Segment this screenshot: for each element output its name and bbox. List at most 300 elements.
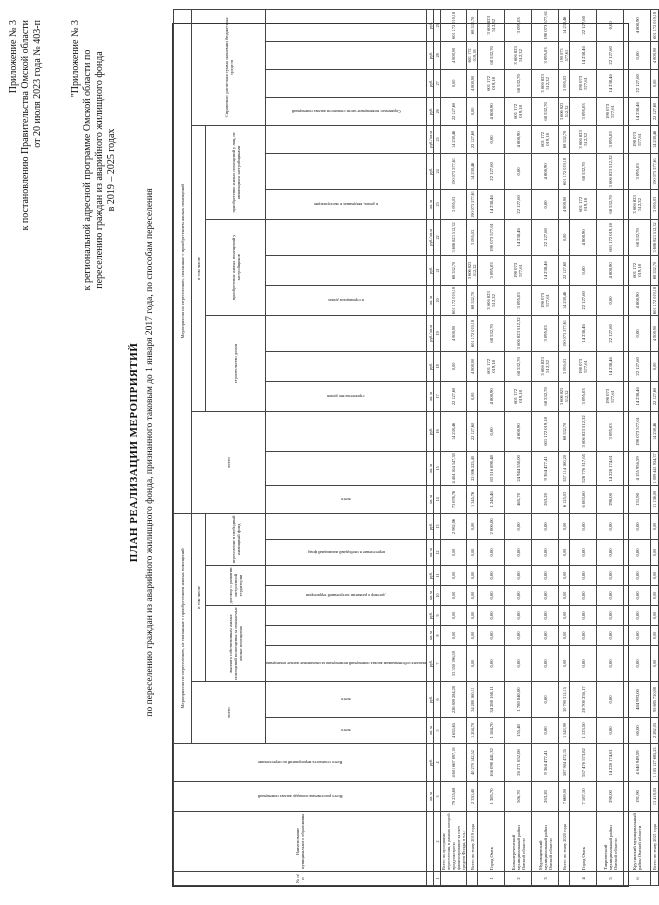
table-cell: 190 073 577,61 (651, 153, 659, 189)
table-total-row (467, 9, 478, 885)
purchase-secondary-header: приобретение жилых помещений у лиц, не являющихся застройщиками (206, 125, 266, 219)
table-cell: 190 073 577,61 (597, 97, 624, 125)
construction-header: строительство домов (206, 315, 266, 411)
table-cell: 4 655,65 (441, 718, 467, 744)
table-cell: 4 808,90 (651, 315, 659, 351)
table-cell: 131,90 (624, 485, 651, 513)
table-cell: 68 532,70 (532, 97, 559, 125)
header-row-4: всего всего выплата собственникам жилых помещений возмещения за изымаемые жилые помещения договор о развитии застроенной территории переселение в свободный жилищный фонд всего строительство домов в строящихся домах в домах, введенных в эксплуатацию Справочно: возмещение части стоимости жилых помещений (266, 9, 427, 885)
table-cell: 0,00 (532, 718, 559, 744)
table-cell: 22 127,60 (597, 315, 624, 351)
appendix-line: Приложение № 3 (8, 20, 19, 94)
table-cell: 53 350 196,59 (441, 646, 467, 682)
table-cell: 0,00 (532, 606, 559, 626)
table-cell: 0,00 (478, 606, 505, 626)
column-number: 16 (434, 411, 441, 451)
g2-total-header: всего (192, 411, 266, 513)
table-cell: 0,00 (624, 626, 651, 646)
table-cell: 3 606 823 512,32 (478, 285, 505, 315)
table-cell: 0,00 (467, 586, 478, 606)
appendix-header (8, 20, 44, 280)
table-cell: 557 476 573,82 (570, 744, 597, 782)
table-cell: 3 095,03 (570, 97, 597, 125)
table-cell: 3 095,03 (441, 189, 467, 219)
table-cell: 3 606 823 512,32 (467, 255, 478, 285)
table-cell: 0,00 (570, 540, 597, 566)
table-cell: 68 532,70 (559, 411, 570, 451)
table-cell: 40 270 142,52 (467, 744, 478, 782)
program-line-1: к региональной адресной программе Омской области по (82, 49, 93, 291)
table-cell: 95 685 730,88 (651, 682, 659, 718)
table-cell: 263,20 (532, 485, 559, 513)
table-cell: 3 606 823 512,32 (597, 153, 624, 189)
column-number: 17 (434, 381, 441, 411)
g1-incl-header: в том числе (192, 513, 206, 681)
table-cell: 7 187,10 (570, 782, 597, 812)
table-cell: 0,00 (505, 586, 532, 606)
table-cell (651, 872, 659, 886)
table-cell: 0,00 (478, 125, 505, 153)
table-cell: 22 127,60 (441, 97, 467, 125)
table-cell: 0,00 (441, 566, 467, 586)
table-cell: 601 172 019,18 (559, 153, 570, 189)
table-cell: 0,00 (505, 153, 532, 189)
table-cell: 0,00 (651, 351, 659, 381)
column-number: 19 (434, 315, 441, 351)
program-header (70, 20, 118, 320)
table-cell: 4 808,90 (651, 41, 659, 69)
table-cell: 2 282,05 (651, 718, 659, 744)
table-cell: 0,00 (597, 626, 624, 646)
table-cell: 68 532,70 (624, 219, 651, 255)
table-cell: 0,00 (651, 606, 659, 626)
table-cell: 0,00 (478, 411, 505, 451)
table-cell: 0,00 (559, 646, 570, 682)
table-row (478, 9, 505, 885)
table-cell: 14 238,46 (559, 285, 570, 315)
table-cell: 3 095,03 (651, 189, 659, 219)
table-cell: 601 172 019,18 (652, 286, 658, 314)
table-cell: 68 532,70 (478, 315, 505, 351)
column-number: 3 (434, 782, 441, 812)
table-cell: 601 172 019,18 (570, 189, 597, 219)
table-cell: 30 790 312,15 (559, 682, 570, 718)
table-cell: 14 238,46 (441, 125, 467, 153)
column-number: 7 (434, 646, 441, 682)
table-cell: 6 125,03 (559, 485, 570, 513)
table-cell: Всего по этапу 2021 года (651, 812, 659, 872)
table-cell: 0,00 (559, 513, 570, 539)
table-cell: 28 700 256,17 (570, 682, 597, 718)
table-cell: Таврический муниципальный район Омской области (597, 812, 624, 872)
date-line: от 20 июля 2023 года № 403-п (32, 20, 43, 148)
table-cell: 68 532,70 (570, 153, 597, 189)
col-total-cost-header: Всего стоимость мероприятий по переселению (174, 744, 427, 782)
table-cell: 11 136,00 (651, 485, 659, 513)
table-cell: 0,00 (651, 566, 659, 586)
table-cell: 190 073 577,61 (532, 285, 559, 315)
table-cell: 587 904 472,35 (559, 744, 570, 782)
table-cell: 3 (532, 872, 559, 886)
table-cell: Всего по этапу 2020 года (559, 812, 570, 872)
table-cell: 4 808,90 (624, 285, 651, 315)
table-cell: 22 006 225,40 (467, 451, 478, 485)
table-cell: 0,00 (505, 646, 532, 682)
table-cell: 1 780 840,00 (505, 682, 532, 718)
table-cell: 14 238,46 (651, 411, 659, 451)
table-cell: 601 172 019,18 (597, 219, 624, 255)
page-subtitle: по переселению граждан из аварийного жилищного фонда, признанного таковым до 1 января 2017 года, по способам переселения (145, 188, 155, 717)
table-cell: 191,90 (624, 782, 651, 812)
table-cell: 601 172 019,18 (532, 125, 559, 153)
table-cell: 155,40 (505, 718, 532, 744)
table-cell: 0,00 (441, 351, 467, 381)
column-number: 9 (434, 606, 441, 626)
table-cell: Муромцевский муниципальный район Омской области (532, 812, 559, 872)
table-cell: 4 808,90 (467, 351, 478, 381)
table-row (532, 9, 559, 885)
table-cell: 0,00 (441, 586, 467, 606)
column-number: 23 (434, 189, 441, 219)
table-cell: 0,00 (624, 646, 651, 682)
table-cell: 4 808,90 (467, 69, 478, 97)
table-cell (441, 872, 467, 886)
table-cell: 3 606 823 512,32 (505, 315, 532, 351)
table-cell: 0,00 (532, 566, 559, 586)
table-cell: 0,00 (559, 586, 570, 606)
units-row: кв. м руб. кв. м руб. руб. кв. м руб. кв. м руб. кв. м руб. кв. м кв. м руб. кв. м руб. руб./ кв.м кв. м руб. руб./ кв.м кв. м руб. руб./ кв.м руб. руб. руб. руб. (427, 9, 434, 885)
table-cell: 0,00 (441, 69, 467, 97)
table-row (597, 9, 624, 885)
table-cell: 3 095,03 (559, 69, 570, 97)
table-cell: 506,70 (505, 782, 532, 812)
table-cell: 22 127,60 (597, 41, 624, 69)
table-cell: 22 127,60 (505, 189, 532, 219)
table-cell: 0,00 (570, 513, 597, 539)
table-cell: 3 606 823 512,32 (559, 97, 570, 125)
table-cell: 68 532,70 (597, 189, 624, 219)
table-cell: 14 238,46 (624, 381, 651, 411)
table-cell: 1 009 441 954,37 (652, 453, 658, 484)
program-line-3: в 2019 – 2025 годах (106, 128, 117, 212)
table-cell: 1 184,70 (478, 718, 505, 744)
table-cell: 22 127,60 (651, 97, 659, 125)
table-cell: 3 606 823 512,32 (532, 351, 559, 381)
table-cell: 263,20 (532, 782, 559, 812)
table-cell: 0,00 (559, 540, 570, 566)
table-cell: 4 808,90 (532, 153, 559, 189)
table-cell: 5 (597, 872, 624, 886)
column-number: 1 (434, 872, 441, 886)
reference-header: Справочно: расчетная сумма экономии бюджетных средств (192, 9, 266, 125)
table-cell: 0,00 (597, 566, 624, 586)
table-total-row (441, 9, 467, 885)
table-cell: 601 172 019,18 (624, 255, 651, 285)
table-cell: 0,00 (570, 606, 597, 626)
table-cell: 0,00 (441, 540, 467, 566)
group2-header: Мероприятия по переселению, связанные с приобретением жилых помещений (174, 9, 192, 513)
column-number: 5 (434, 718, 441, 744)
table-cell: 0,00 (467, 97, 478, 125)
column-number: 4 (434, 744, 441, 782)
table-cell: 484 993,00 (624, 682, 651, 718)
table-cell: 601 172 019,18 (441, 285, 467, 315)
table-cell: 0,00 (570, 626, 597, 646)
table-cell: 190 073 577,61 (559, 315, 570, 351)
column-number: 8 (434, 626, 441, 646)
table-cell: 4 808,90 (559, 189, 570, 219)
table-row (570, 9, 597, 885)
table-cell: 0,00 (570, 255, 597, 285)
table-cell: 190 073 577,61 (624, 125, 651, 153)
table-cell: 0,00 (597, 606, 624, 626)
table-cell: 14 228 174,61 (597, 451, 624, 485)
table-cell: 26 271 652,08 (505, 744, 532, 782)
table-cell: 22 127,60 (478, 153, 505, 189)
table-cell: 60,00 (624, 718, 651, 744)
table-cell: 4 808,90 (505, 411, 532, 451)
table-cell: 3 095,03 (624, 153, 651, 189)
table-cell: 0,00 (532, 646, 559, 682)
table-cell: 0,00 (597, 718, 624, 744)
table-cell: 601 172 019,18 (505, 381, 532, 411)
table-cell: 465,70 (505, 485, 532, 513)
table-cell: 166 090 441,32 (478, 744, 505, 782)
table-cell: 0,00 (597, 586, 624, 606)
table-cell: 190 073 577,61 (478, 219, 505, 255)
table-cell: 190 073 577,61 (505, 255, 532, 285)
table-cell: 0,00 (441, 606, 467, 626)
table-cell: 14 238,46 (505, 219, 532, 255)
table-cell: 14 238,46 (570, 315, 597, 351)
table-cell: 3 606 823 512,32 (478, 9, 505, 41)
table-cell: 6 (624, 872, 651, 886)
table-cell: 4 808,90 (570, 219, 597, 255)
table-cell: 22 127,60 (532, 219, 559, 255)
table-cell: 14 228 174,61 (597, 744, 624, 782)
col-total-area-header: Всего расселяемая площадь жилых помещений (174, 782, 427, 812)
table-cell: 0,00 (597, 9, 624, 41)
table-cell: 190 073 577,61 (532, 9, 559, 41)
table-cell: 22 127,60 (570, 285, 597, 315)
table-cell: 4 808,90 (505, 125, 532, 153)
table-cell: 14 238,46 (559, 9, 570, 41)
table-cell: Всего по программе переселения, в рамках которой предусмотрено финансирование за счет средств Фонда, в т.ч.: (441, 813, 467, 870)
column-number: 22 (434, 219, 441, 255)
resettlement-header: переселение в свободный жилищный фонд (206, 513, 266, 565)
table-cell: 14 238,46 (441, 411, 467, 451)
table-cell: 4 640 949,59 (624, 744, 651, 782)
table-cell: 0,00 (467, 646, 478, 682)
table-cell: 0,00 (624, 315, 651, 351)
table-cell: 24 944 550,00 (505, 451, 532, 485)
table-cell: 22 127,60 (624, 351, 651, 381)
table-cell: 190 073 577,61 (570, 69, 597, 97)
table-cell: 3 095,03 (478, 255, 505, 285)
table-cell: 0,00 (559, 219, 570, 255)
column-number: 10 (434, 586, 441, 606)
table-cell: 190 073 577,61 (559, 41, 570, 69)
table-cell: 3 606 823 512,32 (532, 69, 559, 97)
table-cell: 3 606 823 512,32 (624, 189, 651, 219)
table-cell: 0,00 (624, 566, 651, 586)
table-cell: 0,00 (532, 513, 559, 539)
table-cell: 190 073 577,61 (624, 411, 651, 451)
table-cell: Всего по этапу 2019 года (467, 812, 478, 872)
table-cell: 0,00 (597, 682, 624, 718)
table-cell: 0,00 (651, 646, 659, 682)
column-number: 2 (434, 812, 441, 872)
table-cell: 0,00 (532, 626, 559, 646)
table-cell: 22 127,60 (441, 381, 467, 411)
table-cell: 68 532,70 (651, 255, 659, 285)
table-cell: 0,00 (624, 606, 651, 626)
table-cell: 68 532,70 (441, 255, 467, 285)
table-cell: 0,00 (597, 646, 624, 682)
table-cell: 0,00 (570, 646, 597, 682)
table-cell: 0,00 (441, 626, 467, 646)
table-cell (559, 872, 570, 886)
table-total-row (559, 9, 570, 885)
table-cell: 14 238,46 (597, 351, 624, 381)
program-line-2: переселению граждан из аварийного жилищного фонда (94, 51, 105, 289)
table-cell: 6 063,60 (570, 485, 597, 513)
table-cell: 0,00 (467, 566, 478, 586)
table-cell: 557 114 160,20 (559, 451, 570, 485)
plan-table (172, 10, 658, 887)
table-cell: 9 364 477,41 (532, 744, 559, 782)
column-number: 18 (434, 351, 441, 381)
table-total-row (651, 9, 659, 885)
table-cell: 601 172 019,18 (478, 69, 505, 97)
table-cell: 0,00 (505, 540, 532, 566)
table-cell: 601 172 019,18 (467, 315, 478, 351)
purchase-new-header: приобретение жилых помещений у застройщиков (206, 219, 266, 315)
table-cell: 0,00 (478, 646, 505, 682)
group1-header: Мероприятия по переселению, не связанные с приобретением жилых помещений (174, 513, 192, 743)
table-cell: 1 385,70 (478, 782, 505, 812)
table-cell: 0,00 (478, 626, 505, 646)
table-cell: 3 095,03 (597, 411, 624, 451)
table-cell: 601 172 019,18 (505, 97, 532, 125)
table-cell: 4 808,90 (597, 255, 624, 285)
table-cell: 528 776 317,65 (570, 451, 597, 485)
column-number: 28 (434, 41, 441, 69)
table-cell: 3 606 823 512,32 (570, 125, 597, 153)
table-cell: 0,00 (651, 540, 659, 566)
table-cell: 3 095,03 (505, 9, 532, 41)
table-cell: 0,00 (570, 586, 597, 606)
column-number-row (434, 9, 441, 885)
g1-total-header: всего (192, 682, 266, 744)
table-cell: 68 532,70 (532, 381, 559, 411)
table-cell: 0,00 (624, 586, 651, 606)
column-number: 24 (434, 153, 441, 189)
column-number: 25 (434, 125, 441, 153)
table-cell: 22 127,60 (559, 255, 570, 285)
table-cell: 0,00 (505, 606, 532, 626)
table-cell: 22 127,60 (467, 125, 478, 153)
col-municipality-header: Наименование муниципального образования (174, 812, 427, 872)
column-number: 6 (434, 682, 441, 718)
column-number: 11 (434, 566, 441, 586)
table-cell: 22 127,60 (651, 381, 659, 411)
table-cell: 190 073 577,61 (597, 381, 624, 411)
table-cell: 0,00 (651, 513, 659, 539)
table-cell: 68 532,70 (467, 9, 478, 41)
page-title: ПЛАН РЕАЛИЗАЦИИ МЕРОПРИЯТИЙ (128, 342, 140, 563)
table-cell: 7 669,00 (559, 782, 570, 812)
table-cell: 68 532,70 (505, 351, 532, 381)
table-cell: 14 238,46 (478, 189, 505, 219)
table-cell: 22 127,60 (467, 411, 478, 451)
table-cell: 4 (570, 872, 597, 886)
table-cell: 4 808,90 (624, 9, 651, 41)
table-cell (467, 872, 478, 886)
table-cell: 3 606 823 512,32 (505, 41, 532, 69)
table-cell: 2 000,00 (478, 513, 505, 539)
column-number: 29 (434, 9, 441, 41)
table-row (505, 9, 532, 885)
table-cell: 601 172 019,18 (651, 9, 659, 41)
column-number: 13 (434, 513, 441, 539)
table-cell: 290,00 (597, 782, 624, 812)
table-cell: 3 095,03 (559, 351, 570, 381)
table-cell: 3 095,03 (532, 41, 559, 69)
table-cell: 0,00 (532, 682, 559, 718)
table-cell: 1 (478, 872, 505, 886)
header-row-1 (174, 9, 192, 885)
table-cell: 0,00 (570, 566, 597, 586)
table-cell: 0,00 (597, 513, 624, 539)
table-cell: 3 606 823 512,32 (651, 219, 659, 255)
table-cell: Город Омск (478, 812, 505, 872)
table-cell: 0,00 (624, 41, 651, 69)
table-cell: 601 172 019,18 (478, 351, 505, 381)
table-cell: 4 808,90 (441, 315, 467, 351)
table-cell: 0,00 (651, 586, 659, 606)
column-number: 26 (434, 97, 441, 125)
table-cell: 0,00 (478, 540, 505, 566)
column-number: 14 (434, 485, 441, 513)
table-cell: 601 172 019,18 (467, 41, 478, 69)
table-cell: 190 073 577,61 (441, 153, 467, 189)
table-cell: Город Омск (570, 812, 597, 872)
table-cell: 3 095,03 (597, 125, 624, 153)
table-cell: 1 123,50 (570, 718, 597, 744)
table-cell: 83 516 890,48 (478, 451, 505, 485)
table-body (441, 9, 659, 885)
table-cell: 1 543,99 (559, 718, 570, 744)
table-cell: 2 982,86 (441, 513, 467, 539)
table-cell: 0,00 (559, 626, 570, 646)
table-cell: 0,00 (505, 566, 532, 586)
table-cell: 601 172 019,18 (441, 9, 467, 41)
table-cell: 190 073 577,61 (570, 351, 597, 381)
table-cell: 0,00 (505, 513, 532, 539)
table-cell: 14 238,46 (597, 69, 624, 97)
table-cell: 0,00 (624, 540, 651, 566)
table-cell: 0,00 (467, 381, 478, 411)
table-cell: 4 601 667 897,18 (441, 744, 467, 782)
table-cell: 3 606 823 512,32 (441, 219, 467, 255)
table-cell: 4 808,90 (441, 41, 467, 69)
table-cell: 3 606 823 512,32 (570, 411, 597, 451)
table-cell: 14 238,46 (532, 255, 559, 285)
table-cell: 4 155 956,59 (624, 451, 651, 485)
table-cell: 14 238,46 (570, 41, 597, 69)
quoted-appendix: "Приложение № 3 (70, 20, 81, 98)
